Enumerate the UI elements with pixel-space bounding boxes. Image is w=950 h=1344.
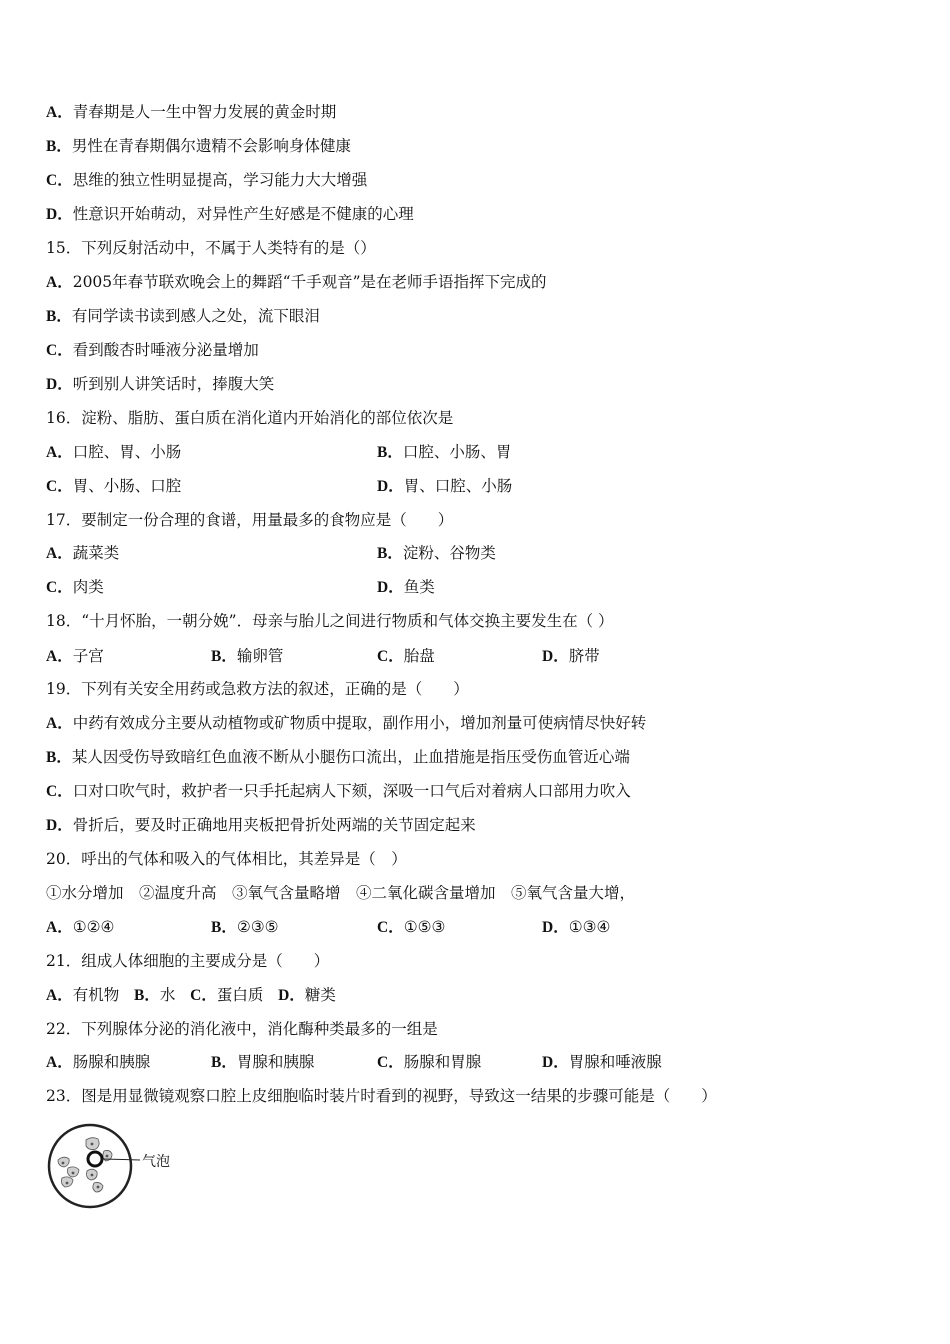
q14-option-a: A．青春期是人一生中智力发展的黄金时期 bbox=[46, 103, 337, 121]
q22-option-a: A．肠腺和胰腺 bbox=[46, 1053, 151, 1071]
q21-options-line: A．有机物 B．水 C．蛋白质 D．糖类 bbox=[46, 986, 336, 1004]
air-bubble bbox=[88, 1152, 102, 1166]
q17-option-a: A．蔬菜类 bbox=[46, 544, 120, 562]
q19-option-a: A．中药有效成分主要从动植物或矿物质中提取，副作用小，增加剂量可使病情尽快好转 bbox=[46, 714, 647, 732]
q19-option-d: D．骨折后，要及时正确地用夹板把骨折处两端的关节固定起来 bbox=[46, 816, 476, 834]
q16-option-a: A．口腔、胃、小肠 bbox=[46, 443, 182, 461]
q22-option-d: D．胃腺和唾液腺 bbox=[542, 1053, 662, 1071]
q17-option-c: C．肉类 bbox=[46, 578, 104, 596]
q15-option-c: C．看到酸杏时唾液分泌量增加 bbox=[46, 341, 259, 359]
q18-option-d: D．脐带 bbox=[542, 647, 600, 665]
q23-stem: 23．图是用显微镜观察口腔上皮细胞临时装片时看到的视野，导致这一结果的步骤可能是（ ） bbox=[46, 1087, 717, 1105]
q18-stem: 18．“十月怀胎，一朝分娩”．母亲与胎儿之间进行物质和气体交换主要发生在（ ） bbox=[46, 612, 614, 630]
q22-option-b: B．胃腺和胰腺 bbox=[211, 1053, 315, 1071]
q16-option-b: B．口腔、小肠、胃 bbox=[377, 443, 512, 461]
q22-stem: 22．下列腺体分泌的消化液中，消化酶种类最多的一组是 bbox=[46, 1020, 438, 1038]
q18-option-a: A．子宫 bbox=[46, 647, 104, 665]
q18-option-c: C．胎盘 bbox=[377, 647, 435, 665]
q21-stem: 21．组成人体细胞的主要成分是（ ） bbox=[46, 952, 330, 970]
q17-option-d: D．鱼类 bbox=[377, 578, 435, 596]
q20-option-d: D．①③④ bbox=[542, 918, 611, 936]
q15-stem: 15．下列反射活动中，不属于人类特有的是（） bbox=[46, 239, 376, 257]
q19-option-b: B．某人因受伤导致暗红色血液不断从小腿伤口流出，止血措施是指压受伤血管近心端 bbox=[46, 748, 630, 766]
q20-option-c: C．①⑤③ bbox=[377, 918, 446, 936]
q19-option-c: C．口对口吹气时，救护者一只手托起病人下颏，深吸一口气后对着病人口部用力吹入 bbox=[46, 782, 631, 800]
q17-option-b: B．淀粉、谷物类 bbox=[377, 544, 496, 562]
bubble-label: 气泡 bbox=[142, 1154, 170, 1170]
q14-option-b: B．男性在青春期偶尔遗精不会影响身体健康 bbox=[46, 137, 351, 155]
q20-option-b: B．②③⑤ bbox=[211, 918, 279, 936]
q20-option-a: A．①②④ bbox=[46, 918, 115, 936]
q22-option-c: C．肠腺和胃腺 bbox=[377, 1053, 482, 1071]
q16-option-c: C．胃、小肠、口腔 bbox=[46, 477, 182, 495]
q20-items: ①水分增加 ②温度升高 ③氧气含量略增 ④二氧化碳含量增加 ⑤氧气含量大增， bbox=[46, 884, 636, 902]
q18-option-b: B．输卵管 bbox=[211, 647, 284, 665]
microscope-view-figure bbox=[44, 1120, 184, 1212]
q15-option-a: A．2005年春节联欢晚会上的舞蹈“千手观音”是在老师手语指挥下完成的 bbox=[46, 273, 547, 291]
q19-stem: 19．下列有关安全用药或急救方法的叙述，正确的是（ ） bbox=[46, 680, 469, 698]
q15-option-b: B．有同学读书读到感人之处，流下眼泪 bbox=[46, 307, 320, 325]
q14-option-c: C．思维的独立性明显提高，学习能力大大增强 bbox=[46, 171, 368, 189]
q17-stem: 17．要制定一份合理的食谱，用量最多的食物应是（ ） bbox=[46, 511, 454, 529]
q14-option-d: D．性意识开始萌动，对异性产生好感是不健康的心理 bbox=[46, 205, 414, 223]
q16-option-d: D．胃、口腔、小肠 bbox=[377, 477, 513, 495]
q15-option-d: D．听到别人讲笑话时，捧腹大笑 bbox=[46, 375, 275, 393]
q20-stem: 20．呼出的气体和吸入的气体相比，其差异是（ ） bbox=[46, 850, 407, 868]
q16-stem: 16．淀粉、脂肪、蛋白质在消化道内开始消化的部位依次是 bbox=[46, 409, 454, 427]
